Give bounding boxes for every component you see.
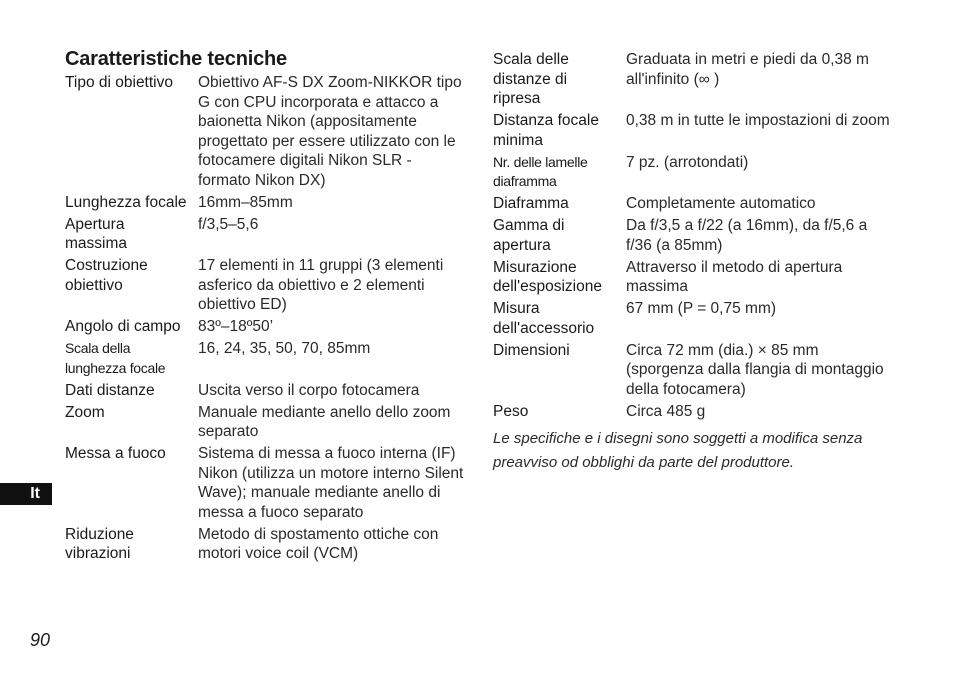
- spec-label: Scala della lunghezza focale: [65, 340, 166, 376]
- spec-label: Dati distanze: [65, 381, 155, 399]
- spec-value: Manuale mediante anello dello zoom separato: [198, 403, 451, 440]
- spec-row: [493, 194, 893, 214]
- spec-row: [65, 317, 465, 337]
- spec-label: Tipo di obiettivo: [65, 74, 173, 91]
- spec-value: 67 mm (P = 0,75 mm): [626, 300, 777, 317]
- spec-row: [65, 381, 465, 401]
- spec-row: [493, 341, 893, 400]
- spec-label: Dimensioni: [493, 341, 570, 359]
- spec-label: Gamma di apertura: [493, 217, 565, 254]
- spec-value: 16, 24, 35, 50, 70, 85mm: [198, 340, 371, 357]
- spec-label: Angolo di campo: [65, 318, 181, 335]
- spec-value: Uscita verso il corpo fotocamera: [198, 381, 420, 399]
- spec-value: Graduata in metri e piedi da 0,38 m all'infinito (∞ ): [626, 51, 869, 88]
- disclaimer-note: Le specifiche e i disegni sono soggetti a modifica senza preavviso od obblighi da parte del produttore.: [493, 430, 863, 471]
- spec-value: Circa 485 g: [626, 402, 706, 420]
- spec-label: Riduzione vibrazioni: [65, 525, 134, 562]
- spec-row: [493, 153, 893, 192]
- spec-row: [65, 339, 465, 378]
- spec-row: [65, 193, 465, 213]
- specs-right-column: [493, 50, 893, 475]
- spec-row: [493, 299, 893, 338]
- spec-label: Apertura massima: [65, 215, 128, 252]
- spec-label: Costruzione obiettivo: [65, 257, 148, 294]
- spec-row: [493, 111, 893, 150]
- spec-row: [65, 73, 465, 190]
- spec-label: Lunghezza focale: [65, 193, 187, 211]
- spec-label: Misurazione dell'esposizione: [493, 258, 602, 295]
- spec-row: [493, 258, 893, 297]
- specs-left-column: [65, 73, 465, 566]
- spec-row: [65, 256, 465, 315]
- spec-label: Distanza focale minima: [493, 112, 599, 149]
- spec-value: Da f/3,5 a f/22 (a 16mm), da f/5,6 a f/36 (a 85mm): [626, 217, 868, 254]
- spec-label: Scala delle distanze di ripresa: [493, 51, 569, 107]
- spec-label: Messa a fuoco: [65, 445, 166, 462]
- spec-value: 16mm–85mm: [198, 193, 293, 211]
- spec-value: Obiettivo AF-S DX Zoom-NIKKOR tipo G con CPU incorporata e attacco a baionetta Nikon (appositamente progettato per essere utilizzato con le fotocamere digitali Nikon SLR - formato Nikon DX): [198, 74, 462, 189]
- spec-value: 7 pz. (arrotondati): [626, 153, 749, 171]
- spec-row: [493, 216, 893, 255]
- spec-value: Circa 72 mm (dia.) × 85 mm (sporgenza dalla flangia di montaggio della fotocamera): [626, 341, 884, 398]
- spec-row: [65, 403, 465, 442]
- spec-label: Nr. delle lamelle diaframma: [493, 153, 588, 189]
- spec-row: [65, 444, 465, 522]
- spec-value: 83º–18º50’: [198, 318, 274, 335]
- spec-value: Metodo di spostamento ottiche con motori voice coil (VCM): [198, 525, 439, 562]
- spec-value: Completamente automatico: [626, 195, 816, 212]
- spec-row: [493, 402, 893, 422]
- page-number: 90: [30, 630, 51, 650]
- spec-label: Zoom: [65, 403, 105, 421]
- language-tab: It: [0, 483, 52, 505]
- page-title: Caratteristiche tecniche: [65, 48, 287, 70]
- spec-label: Peso: [493, 402, 529, 420]
- spec-value: Sistema di messa a fuoco interna (IF) Nikon (utilizza un motore interno Silent Wave); manuale mediante anello di messa a fuoco separato: [198, 445, 464, 521]
- spec-row: [493, 50, 893, 109]
- spec-value: Attraverso il metodo di apertura massima: [626, 258, 843, 295]
- spec-value: f/3,5–5,6: [198, 215, 259, 233]
- spec-row: [65, 215, 465, 254]
- spec-label: Misura dell'accessorio: [493, 300, 595, 337]
- spec-value: 17 elementi in 11 gruppi (3 elementi asferico da obiettivo e 2 elementi obiettivo ED): [198, 257, 444, 313]
- spec-label: Diaframma: [493, 195, 569, 212]
- spec-row: [65, 525, 465, 564]
- spec-value: 0,38 m in tutte le impostazioni di zoom: [626, 112, 890, 129]
